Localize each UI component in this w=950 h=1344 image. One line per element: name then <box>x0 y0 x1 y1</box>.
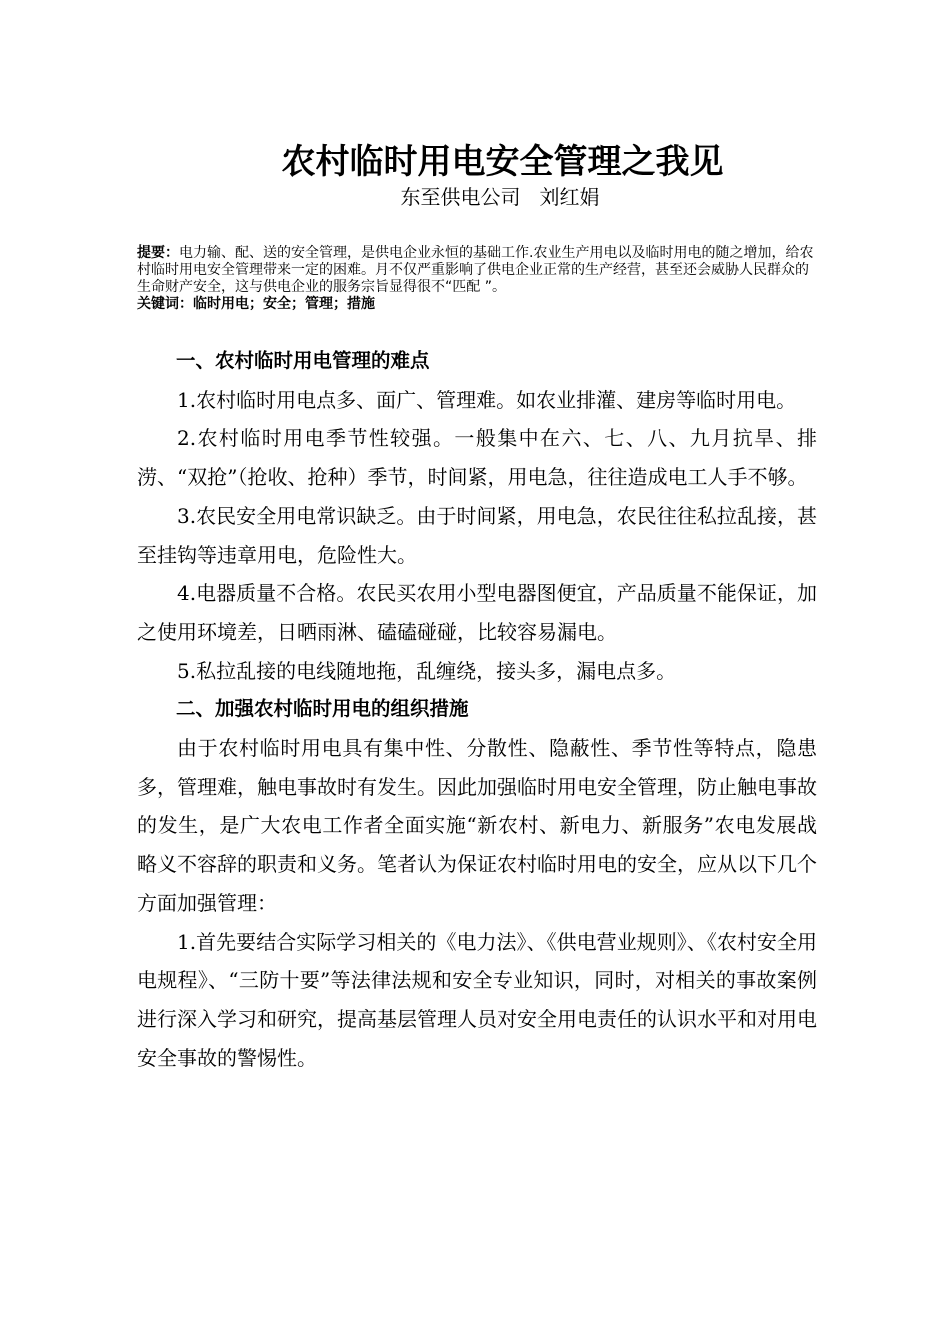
abstract-label: 提要： <box>137 245 179 261</box>
paragraph: 2.农村临时用电季节性较强。一般集中在六、七、八、九月抗旱、排涝、“双抢”（抢收、抢种）季节，时间紧，用电急，往往造成电工人手不够。 <box>137 426 817 490</box>
paragraph: 5.私拉乱接的电线随地拖，乱缠绕，接头多，漏电点多。 <box>177 658 677 683</box>
paragraph: 1.首先要结合实际学习相关的《电力法》、《供电营业规则》、《农村安全用电规程》、“三防十要”等法律法规和安全专业知识，同时，对相关的事故案例进行深入学习和研究，提高基层管理人员对安全用电责任的认识水平和对用电安全事故的警惕性。 <box>137 929 817 1070</box>
keywords-line: 关键词：临时用电；安全；管理；措施 <box>137 296 375 312</box>
author-line: 东至供电公司 刘红娟 <box>400 185 600 209</box>
paragraph: 由于农村临时用电具有集中性、分散性、隐蔽性、季节性等特点，隐患多，管理难，触电事故时有发生。因此加强临时用电安全管理，防止触电事故的发生，是广大农电工作者全面实施“新农村、新电力、新服务”农电发展战略义不容辞的职责和义务。笔者认为保证农村临时用电的安全，应从以下几个方面加强管理： <box>137 736 817 915</box>
body-text <box>137 342 817 1077</box>
abstract-block <box>137 245 817 313</box>
section-heading-1: 一、农村临时用电管理的难点 <box>176 349 430 372</box>
section-heading-2: 二、加强农村临时用电的组织措施 <box>176 697 469 721</box>
abstract-text: 电力输、配、送的安全管理，是供电企业永恒的基础工作.农业生产用电以及临时用电的随之增加，给农村临时用电安全管理带来一定的困难。月不仅严重影响了供电企业正常的生产经营，甚至还会威胁人民群众的生命财产安全，这与供电企业的服务宗旨显得很不“匹配 ”。 <box>137 245 814 295</box>
paragraph: 4.电器质量不合格。农民买农用小型电器图便宜，产品质量不能保证，加之使用环境差，日晒雨淋、磕磕碰碰，比较容易漏电。 <box>137 581 817 644</box>
document-title: 农村临时用电安全管理之我见 <box>281 142 724 182</box>
paragraph: 3.农民安全用电常识缺乏。由于时间紧，用电急，农民往往私拉乱接，甚至挂钩等违章用电，危险性大。 <box>137 503 817 567</box>
paragraph: 1.农村临时用电点多、面广、管理难。如农业排灌、建房等临时用电。 <box>177 387 797 412</box>
